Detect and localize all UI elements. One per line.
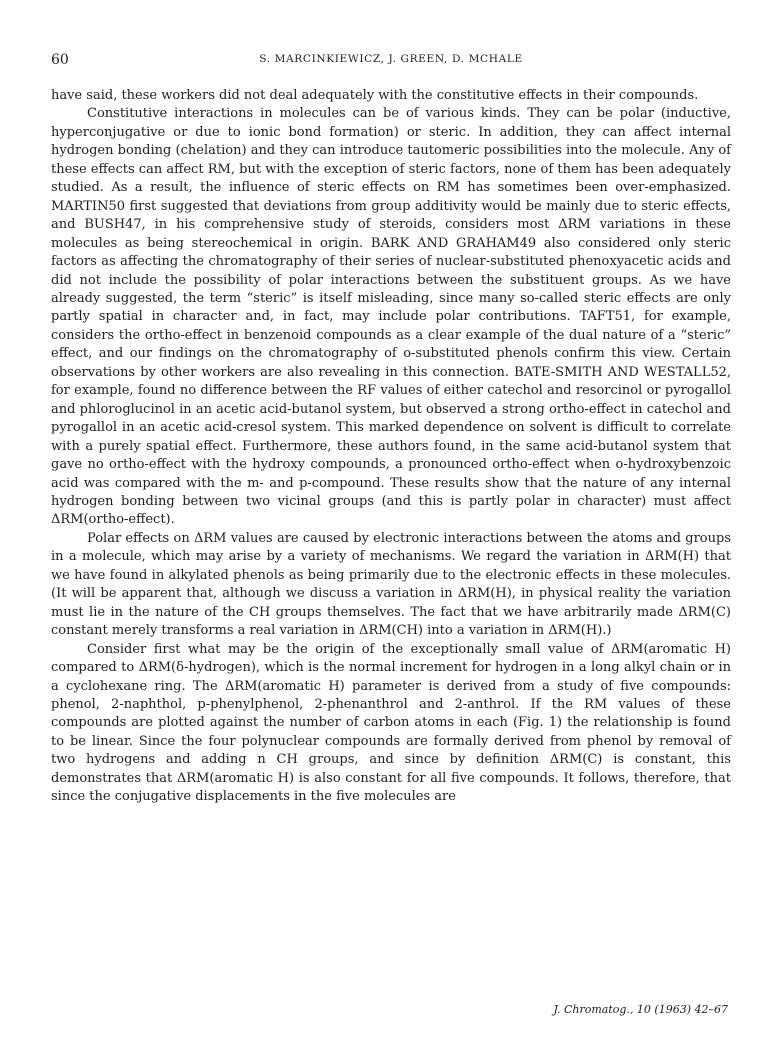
paragraph-3: Polar effects on ΔRM values are caused by electronic interactions between the atoms and groups in a molecule, which may arise by a variety of mechanisms. We regard the variation in ΔRM(H) that we have found in alkylated phenols as being primarily due to the electronic effects in these molecules. (It will be apparent that, although we discuss a variation in ΔRM(H), in physical reality the variation must lie in the nature of the CH groups themselves. The fact that we have arbitrarily made ΔRM(C) constant merely transforms a real variation in ΔRM(CH) into a variation in ΔRM(H).)	[51, 530, 731, 639]
running-title: S. MARCINKIEWICZ, J. GREEN, D. MCHALE	[259, 53, 523, 65]
page-number: 60	[51, 52, 69, 68]
page-header	[51, 52, 731, 70]
article-body	[51, 87, 731, 807]
paragraph-4: Consider first what may be the origin of the exceptionally small value of ΔRM(aromatic H) compared to ΔRM(δ-hydrogen), which is the normal increment for hydrogen in a long alkyl chain or in a cyclohexane ring. The ΔRM(aromatic H) parameter is derived from a study of five compounds: phenol, 2-naphthol, p-phenylphenol, 2-phenanthrol and 2-anthrol. If the RM values of these compounds are plotted against the number of carbon atoms in each (Fig. 1) the relationship is found to be linear. Since the four polynuclear compounds are formally derived from phenol by removal of two hydrogens and adding n CH groups, and since by definition ΔRM(C) is constant, this demonstrates that ΔRM(aromatic H) is also constant for all five compounds. It follows, therefore, that since the conjugative displacements in the five molecules are	[51, 641, 731, 805]
paragraph-2: Constitutive interactions in molecules can be of various kinds. They can be polar (inductive, hyperconjugative or due to ionic bond formation) or steric. In addition, they can affect internal hydrogen bonding (chelation) and they can introduce tautomeric possibilities into the molecule. Any of these effects can affect RM, but with the exception of steric factors, none of them has been adequately studied. As a result, the influence of steric effects on RM has sometimes been over-emphasized. MARTIN50 first suggested that deviations from group additivity would be mainly due to steric effects, and BUSH47, in his comprehensive study of steroids, considers most ΔRM variations in these molecules as being stereochemical in origin. BARK AND GRAHAM49 also considered only steric factors as affecting the chromatography of their series of nuclear-substituted phenoxyacetic acids and did not include the possibility of polar interactions between the substituent groups. As we have already suggested, the term “steric” is itself misleading, since many so-called steric effects are only partly spatial in character and, in fact, may include polar contributions. TAFT51, for example, considers the ortho-effect in benzenoid compounds as a clear example of the dual nature of a “steric” effect, and our findings on the chromatography of o-substituted phenols confirm this view. Certain observations by other workers are also revealing in this connection. BATE-SMITH AND WESTALL52, for example, found no difference between the RF values of either catechol and resorcinol or pyrogallol and phloroglucinol in an acetic acid-butanol system, but observed a strong ortho-effect in catechol and pyrogallol in an acetic acid-cresol system. This marked dependence on solvent is difficult to correlate with a purely spatial effect. Furthermore, these authors found, in the same acid-butanol system that gave no ortho-effect with the hydroxy compounds, a pronounced ortho-effect when o-hydroxybenzoic acid was compared with the m- and p-compound. These results show that the nature of any internal hydrogen bonding between two vicinal groups (and this is partly polar in character) must affect ΔRM(ortho-effect).	[51, 106, 731, 528]
journal-citation: J. Chromatog., 10 (1963) 42–67	[553, 1003, 728, 1016]
paragraph-1: have said, these workers did not deal adequately with the constitutive effects in their compounds.	[51, 88, 699, 103]
